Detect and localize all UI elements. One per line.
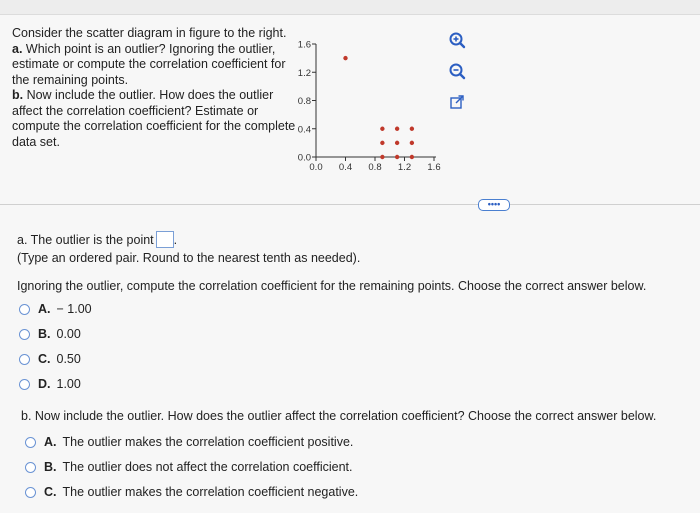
y-tick-label: 0.4 — [297, 124, 311, 136]
option-text: − 1.00 — [56, 302, 92, 316]
option-a2[interactable] — [25, 435, 353, 449]
option-text: The outlier does not affect the correlation coefficient. — [62, 460, 353, 474]
part-b-question: b. Now include the outlier. How does the outlier affect the correlation coefficient? Choose the correct answer below. — [21, 409, 657, 423]
problem-line: data set. — [12, 134, 60, 149]
x-tick-label: 0.8 — [368, 162, 382, 173]
more-button[interactable]: •••• — [478, 199, 510, 211]
external-link-icon[interactable] — [446, 91, 468, 113]
problem-line: affect the correlation coefficient? Estimate or — [12, 103, 259, 118]
problem-line: compute the correlation coefficient for the complete — [12, 119, 296, 133]
option-letter: A. — [38, 302, 51, 316]
radio-button[interactable] — [19, 354, 30, 365]
radio-button[interactable] — [25, 437, 36, 448]
option-letter: D. — [38, 377, 51, 391]
part-a-prompt — [17, 231, 177, 248]
option-a1[interactable] — [19, 302, 92, 316]
x-tick-label: 1.2 — [397, 162, 412, 173]
radio-button[interactable] — [25, 462, 36, 473]
radio-button[interactable] — [19, 379, 30, 390]
option-c2[interactable] — [25, 485, 358, 499]
data-point — [380, 141, 384, 145]
part-a-prompt-text: a. The outlier is the point — [17, 233, 154, 247]
section-divider — [0, 204, 700, 205]
option-letter: C. — [38, 352, 51, 366]
option-text: 1.00 — [56, 377, 81, 391]
option-d1[interactable] — [19, 377, 81, 391]
data-point — [410, 141, 414, 145]
option-c1[interactable] — [19, 352, 81, 366]
problem-line: a. Which point is an outlier? Ignoring the outlier, — [12, 41, 276, 56]
x-tick-label: 0.0 — [309, 162, 323, 173]
part-a-question: Ignoring the outlier, compute the correlation coefficient for the remaining points. Choose the correct answer below. — [17, 279, 647, 293]
data-point — [395, 127, 399, 131]
option-b1[interactable] — [19, 327, 81, 341]
radio-button[interactable] — [19, 329, 30, 340]
data-point — [380, 127, 384, 131]
data-point — [410, 127, 414, 131]
y-tick-label: 1.6 — [297, 39, 311, 51]
part-a-prompt-end: . — [173, 233, 178, 247]
x-tick-label: 1.6 — [427, 162, 441, 173]
radio-button[interactable] — [25, 487, 36, 498]
zoom-out-icon[interactable] — [446, 60, 468, 82]
option-letter: B. — [44, 460, 57, 474]
option-letter: C. — [44, 485, 57, 499]
zoom-in-icon[interactable] — [446, 29, 468, 51]
problem-line: the remaining points. — [12, 72, 129, 87]
part-a-hint: (Type an ordered pair. Round to the nearest tenth as needed). — [17, 251, 361, 265]
data-point — [410, 155, 414, 159]
option-b2[interactable] — [25, 460, 353, 474]
option-text: 0.50 — [56, 352, 81, 366]
data-point — [395, 141, 399, 145]
y-tick-label: 0.0 — [297, 152, 311, 164]
data-point — [343, 56, 347, 60]
option-text: 0.00 — [56, 327, 81, 341]
problem-line: estimate or compute the correlation coefficient for — [12, 57, 286, 71]
y-tick-label: 0.8 — [297, 96, 311, 107]
option-letter: B. — [38, 327, 51, 341]
option-text: The outlier makes the correlation coefficient positive. — [62, 435, 354, 449]
data-point — [380, 155, 384, 159]
option-letter: A. — [44, 435, 57, 449]
outlier-answer-input[interactable] — [156, 231, 174, 248]
radio-button[interactable] — [19, 304, 30, 315]
y-tick-label: 1.2 — [297, 67, 311, 79]
data-point — [395, 155, 399, 159]
option-text: The outlier makes the correlation coefficient negative. — [62, 485, 359, 499]
problem-line: Consider the scatter diagram in figure to the right. — [12, 26, 287, 40]
problem-line: b. Now include the outlier. How does the outlier — [12, 88, 274, 102]
scatter-plot — [0, 0, 700, 200]
x-tick-label: 0.4 — [338, 162, 353, 173]
